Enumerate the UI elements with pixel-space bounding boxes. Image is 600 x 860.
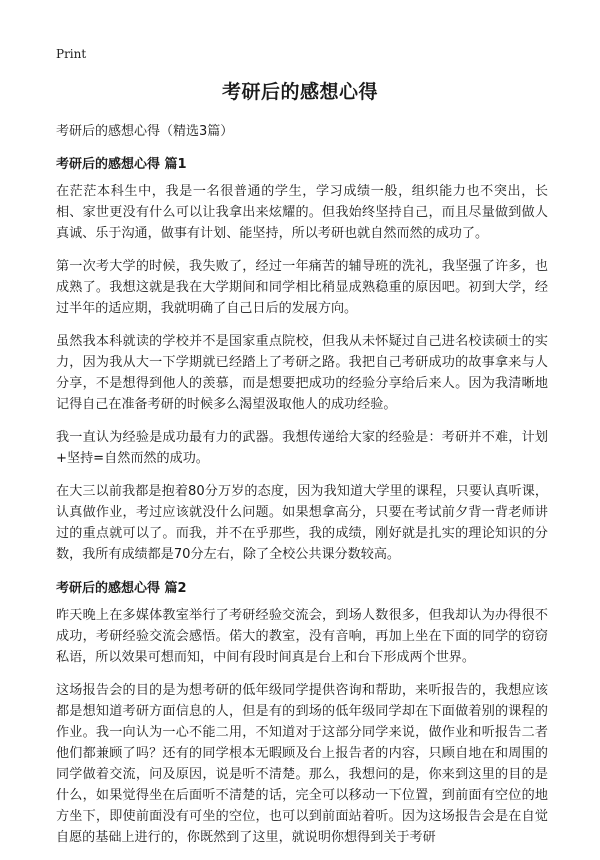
section-heading: 考研后的感想心得 篇1	[56, 157, 187, 172]
paragraph: 虽然我本科就读的学校并不是国家重点院校，但我从未怀疑过自己进名校读硕士的实力，因为我从大一下学期就已经踏上了考研之路。我把自己考研成功的故事拿来与人分享，不是想得到他人的羡慕，而是想要把成功的经验分享给后来人。因为我清晰地记得自己在准备考研的时候多么渴望汲取他人的成功经验。	[56, 334, 548, 412]
paragraph: 我一直认为经验是成功最有力的武器。我想传递给大家的经验是：考研并不难，计划+坚持=自然而然的成功。	[56, 430, 548, 466]
paragraph: 在茫茫本科生中，我是一名很普通的学生，学习成绩一般，组织能力也不突出，长相、家世更没有什么可以让我拿出来炫耀的。但我始终坚持自己，而且尽量做到做人真诚、乐于沟通，做事有计划、能坚持，所以考研也就自然而然的成功了。	[56, 184, 548, 241]
paragraph: 第一次考大学的时候，我失败了，经过一年痛苦的辅导班的洗礼，我坚强了许多，也成熟了。我想这就是我在大学期间和同学相比稍显成熟稳重的原因吧。初到大学，经过半年的适应期，我就明确了自己日后的发展方向。	[56, 259, 548, 316]
paragraph: 昨天晚上在多媒体教室举行了考研经验交流会，到场人数很多，但我却认为办得很不成功，考研经验交流会感悟。偌大的教室，没有音响，再加上坐在下面的同学的窃窃私语，所以效果可想而知，中间有段时间真是台上和台下形成两个世界。	[56, 608, 548, 665]
section-heading: 考研后的感想心得 篇2	[56, 581, 187, 596]
page-title: 考研后的感想心得	[221, 81, 378, 103]
paragraph: 这场报告会的目的是为想考研的低年级同学提供咨询和帮助，来听报告的，我想应该都是想知道考研方面信息的人，但是有的到场的低年级同学却在下面做着别的课程的作业。我一向认为一心不能二用，不知道对于这部分同学来说，做作业和听报告二者他们都兼顾了吗？还有的同学根本无暇顾及台上报告者的内容，只顾自地在和周围的同学做着交流，问及原因，说是听不清楚。那么，我想问的是，你来到这里的目的是什么，如果觉得坐在后面听不清楚的话，完全可以移动一下位置，到前面有空位的地方坐下，即使前面没有可坐的空位，也可以到前面站着听。因为这场报告会是在自觉自愿的基础上进行的，你既然到了这里，就说明你想得到关于考研	[56, 683, 548, 845]
section-1	[56, 153, 548, 565]
section-2	[56, 577, 548, 848]
print-link[interactable]: Print	[56, 47, 87, 61]
paragraph: 在大三以前我都是抱着80分万岁的态度，因为我知道大学里的课程，只要认真听课，认真做作业，考过应该就没什么问题。如果想拿高分，只要在考试前夕背一背老师讲过的重点就可以了。而我，并不在乎那些，我的成绩，刚好就是扎实的理论知识的分数，我所有成绩都是70分左右，除了全校公共课分数较高。	[56, 484, 548, 562]
article-body	[56, 142, 548, 860]
page-subtitle: 考研后的感想心得（精选3篇）	[56, 124, 234, 139]
